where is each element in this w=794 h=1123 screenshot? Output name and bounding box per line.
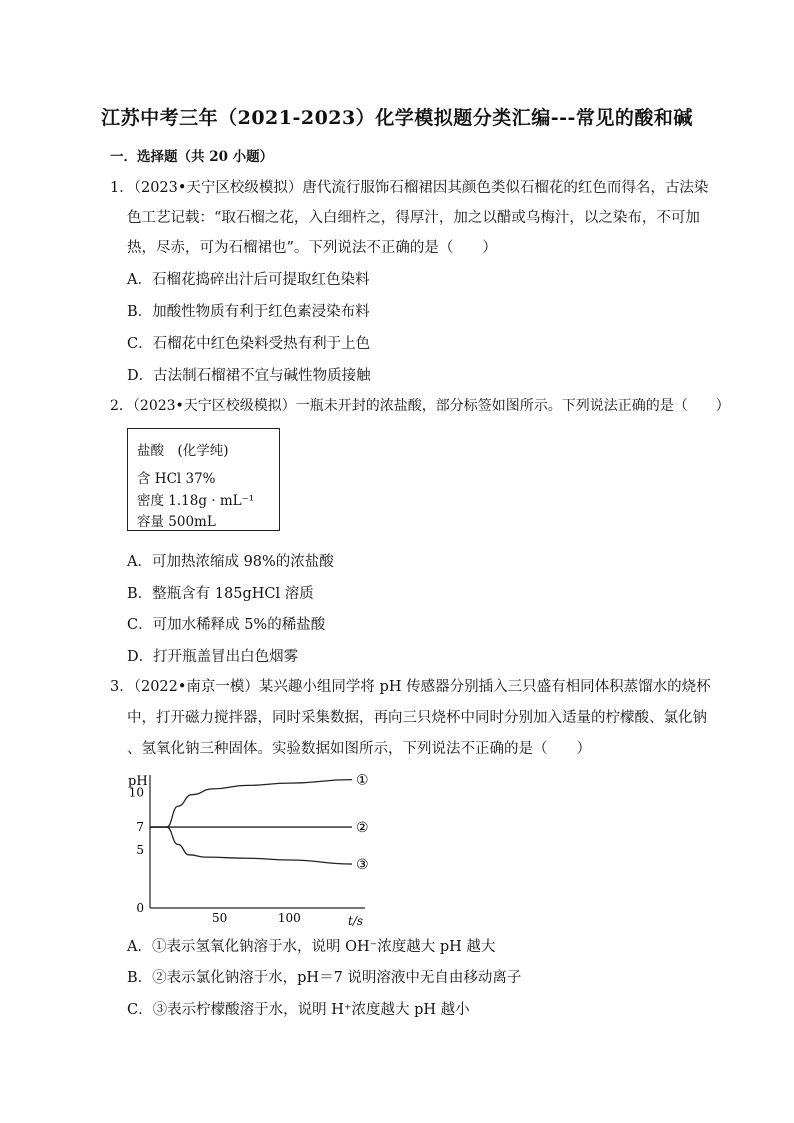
document-title: 江苏中考三年（2021-2023）化学模拟题分类汇编---常见的酸和碱 bbox=[101, 107, 693, 129]
series-line-3 bbox=[150, 827, 352, 864]
q2-option-d: D．打开瓶盖冒出白色烟雾 bbox=[127, 649, 299, 665]
q1-line-2: 色工艺记载：“取石榴之花，入白细杵之，得厚汁，加之以醋或乌梅汁，以之染布，不可加 bbox=[127, 210, 700, 226]
section-heading: 一．选择题（共 20 小题） bbox=[110, 149, 274, 165]
q3-line-1: 3．（2022•南京一模）某兴趣小组同学将 pH 传感器分别插入三只盛有相同体积蒸馏水的烧杯 bbox=[110, 679, 711, 695]
q3-line-3: 、氢氧化钠三种固体。实验数据如图所示，下列说法不正确的是（ ） bbox=[127, 741, 591, 757]
label-volume: 容量 500mL bbox=[137, 514, 216, 530]
x-tick-label: 100 bbox=[277, 911, 301, 925]
q3-option-b: B．②表示氯化钠溶于水，pH＝7 说明溶液中无自由移动离子 bbox=[127, 970, 522, 986]
q3-line-2: 中，打开磁力搅拌器，同时采集数据，再向三只烧杯中同时分别加入适量的柠檬酸、氯化钠 bbox=[127, 710, 707, 726]
series-label-2: ② bbox=[356, 820, 369, 837]
q1-line-3: 热，尽赤，可为石榴裙也”。下列说法不正确的是（ ） bbox=[127, 240, 497, 256]
q1-line-1: 1．（2023•天宁区校级模拟）唐代流行服饰石榴裙因其颜色类似石榴花的红色而得名，古法染 bbox=[110, 180, 709, 196]
label-content: 含 HCl 37% bbox=[137, 471, 216, 487]
ph-chart bbox=[120, 765, 390, 930]
y-axis-label: pH bbox=[128, 774, 148, 789]
q2-option-b: B．整瓶含有 185gHCl 溶质 bbox=[127, 586, 314, 602]
q2-option-c: C．可加水稀释成 5%的稀盐酸 bbox=[127, 617, 326, 633]
y-tick-label: 5 bbox=[136, 843, 144, 858]
y-tick-label: 10 bbox=[128, 785, 144, 800]
q1-option-a: A．石榴花捣碎出汁后可提取红色染料 bbox=[127, 272, 370, 288]
q3-option-c: C．③表示柠檬酸溶于水，说明 H⁺浓度越大 pH 越小 bbox=[127, 1002, 470, 1018]
series-label-3: ③ bbox=[356, 857, 369, 874]
q1-option-c: C．石榴花中红色染料受热有利于上色 bbox=[127, 336, 371, 352]
series-line-1 bbox=[150, 780, 352, 827]
x-tick-label: 50 bbox=[212, 911, 228, 925]
y-tick-label: 7 bbox=[136, 820, 144, 835]
y-tick-label: 0 bbox=[136, 901, 144, 915]
q3-option-a: A．①表示氢氧化钠溶于水，说明 OH⁻浓度越大 pH 越大 bbox=[127, 939, 496, 955]
hcl-label-box bbox=[127, 428, 280, 531]
label-name: 盐酸 (化学纯) bbox=[137, 443, 229, 459]
q1-option-b: B．加酸性物质有利于红色素浸染布料 bbox=[127, 304, 370, 320]
q1-option-d: D．古法制石榴裙不宜与碱性物质接触 bbox=[127, 368, 371, 384]
q2-option-a: A．可加热浓缩成 98%的浓盐酸 bbox=[127, 554, 334, 570]
label-density: 密度 1.18g · mL⁻¹ bbox=[137, 493, 255, 509]
x-axis-label: t/s bbox=[348, 914, 364, 928]
q2-line-1: 2．（2023•天宁区校级模拟）一瓶未开封的浓盐酸，部分标签如图所示。下列说法正确的是（ ） bbox=[110, 398, 730, 414]
series-label-1: ① bbox=[356, 772, 369, 789]
